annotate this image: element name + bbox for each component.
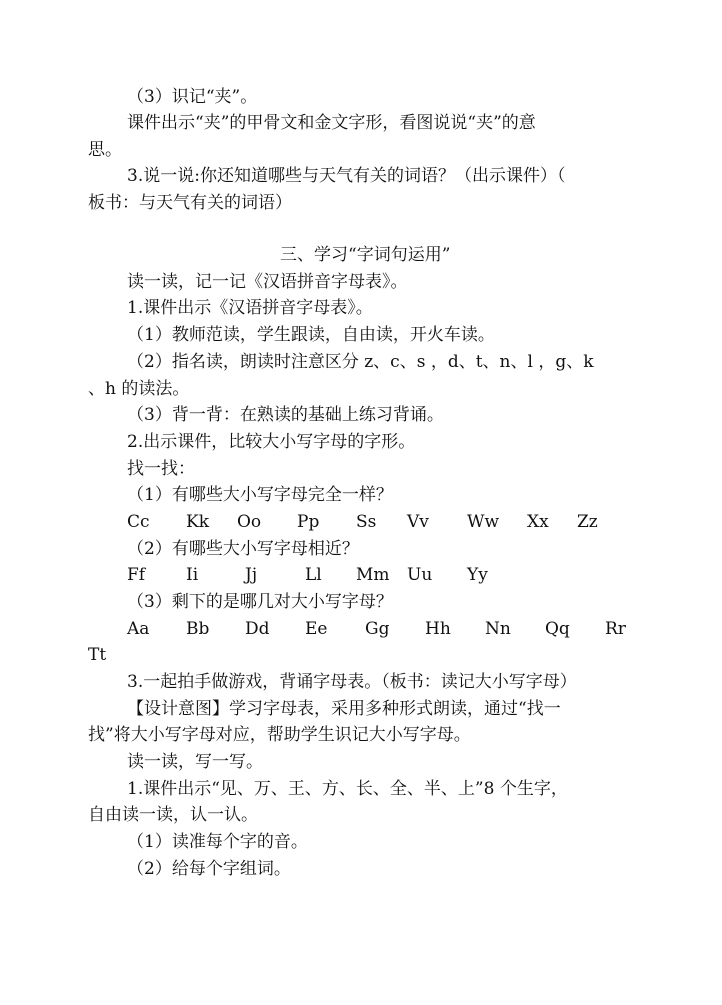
letter-pair: Yy <box>467 565 488 585</box>
text-line: 1.课件出示《汉语拼音字母表》。 <box>127 298 373 318</box>
letter-pair: Kk <box>186 512 210 532</box>
text-line: （2）指名读，朗读时注意区分 z、c、s ，d、t、n、l ，g、k <box>127 352 594 372</box>
letter-pair: Ii <box>186 565 199 585</box>
letter-pair: Gg <box>365 619 390 639</box>
text-line: 3.说一说:你还知道哪些与天气有关的词语？（出示课件）（ <box>127 166 566 186</box>
text-line: 3.一起拍手做游戏，背诵字母表。（板书：读记大小写字母） <box>127 672 577 692</box>
text-line: （1）教师范读，学生跟读，自由读，开火车读。 <box>127 325 495 345</box>
letter-pair: Ee <box>305 619 328 639</box>
letter-pair: Mm <box>356 565 390 585</box>
letter-pair: Ww <box>467 512 500 532</box>
letter-pair: Bb <box>186 619 210 639</box>
letter-pair: Oo <box>237 512 262 532</box>
text-line: （2）有哪些大小写字母相近？ <box>127 539 359 559</box>
letter-pair: Ll <box>305 565 322 585</box>
text-line: 1.课件出示“见、万、王、方、长、全、半、上”8 个生字， <box>127 779 568 799</box>
text-line: 找一找： <box>127 459 195 479</box>
letter-pair: Zz <box>577 512 598 532</box>
text-line: （3）剩下的是哪几对大小写字母？ <box>127 592 393 612</box>
letter-pair: Jj <box>245 565 258 585</box>
text-line: 自由读一读，认一认。 <box>88 805 258 825</box>
text-line: （1）读准每个字的音。 <box>127 832 308 852</box>
text-line: （3）背一背：在熟读的基础上练习背诵。 <box>127 405 444 425</box>
section-heading: 三、学习“字词句运用” <box>280 245 451 265</box>
text-line: （3）识记“夹”。 <box>127 87 258 107</box>
letter-pair: Ss <box>356 512 377 532</box>
text-line: 读一读，记一记《汉语拼音字母表》。 <box>127 272 408 292</box>
letter-pair: Xx <box>527 512 549 532</box>
text-line: 课件出示“夹”的甲骨文和金文字形，看图说说“夹”的意 <box>127 113 536 133</box>
text-line: 【设计意图】学习字母表，采用多种形式朗读，通过“找一 <box>127 699 561 719</box>
letter-pair: Hh <box>425 619 451 639</box>
letter-pair: Ff <box>127 565 146 585</box>
text-line: 思。 <box>88 140 122 160</box>
text-line: 找”将大小写字母对应，帮助学生识记大小写字母。 <box>88 725 471 745</box>
text-line: 2.出示课件，比较大小写字母的字形。 <box>127 432 416 452</box>
letter-pair: Nn <box>485 619 511 639</box>
letter-pair: Qq <box>545 619 570 639</box>
letter-pair: Cc <box>127 512 150 532</box>
letter-pair: Aa <box>127 619 150 639</box>
text-line: 板书：与天气有关的词语） <box>88 193 292 213</box>
letter-pair: Vv <box>407 512 429 532</box>
letter-pair: Uu <box>407 565 433 585</box>
text-line: Tt <box>88 645 107 665</box>
text-line: 、h 的读法。 <box>88 379 190 399</box>
text-line: （2）给每个字组词。 <box>127 859 291 879</box>
text-line: 读一读，写一写。 <box>127 752 263 772</box>
text-line: （1）有哪些大小写字母完全一样？ <box>127 485 393 505</box>
letter-pair: Dd <box>245 619 270 639</box>
letter-pair: Rr <box>605 619 626 639</box>
letter-pair: Pp <box>297 512 320 532</box>
